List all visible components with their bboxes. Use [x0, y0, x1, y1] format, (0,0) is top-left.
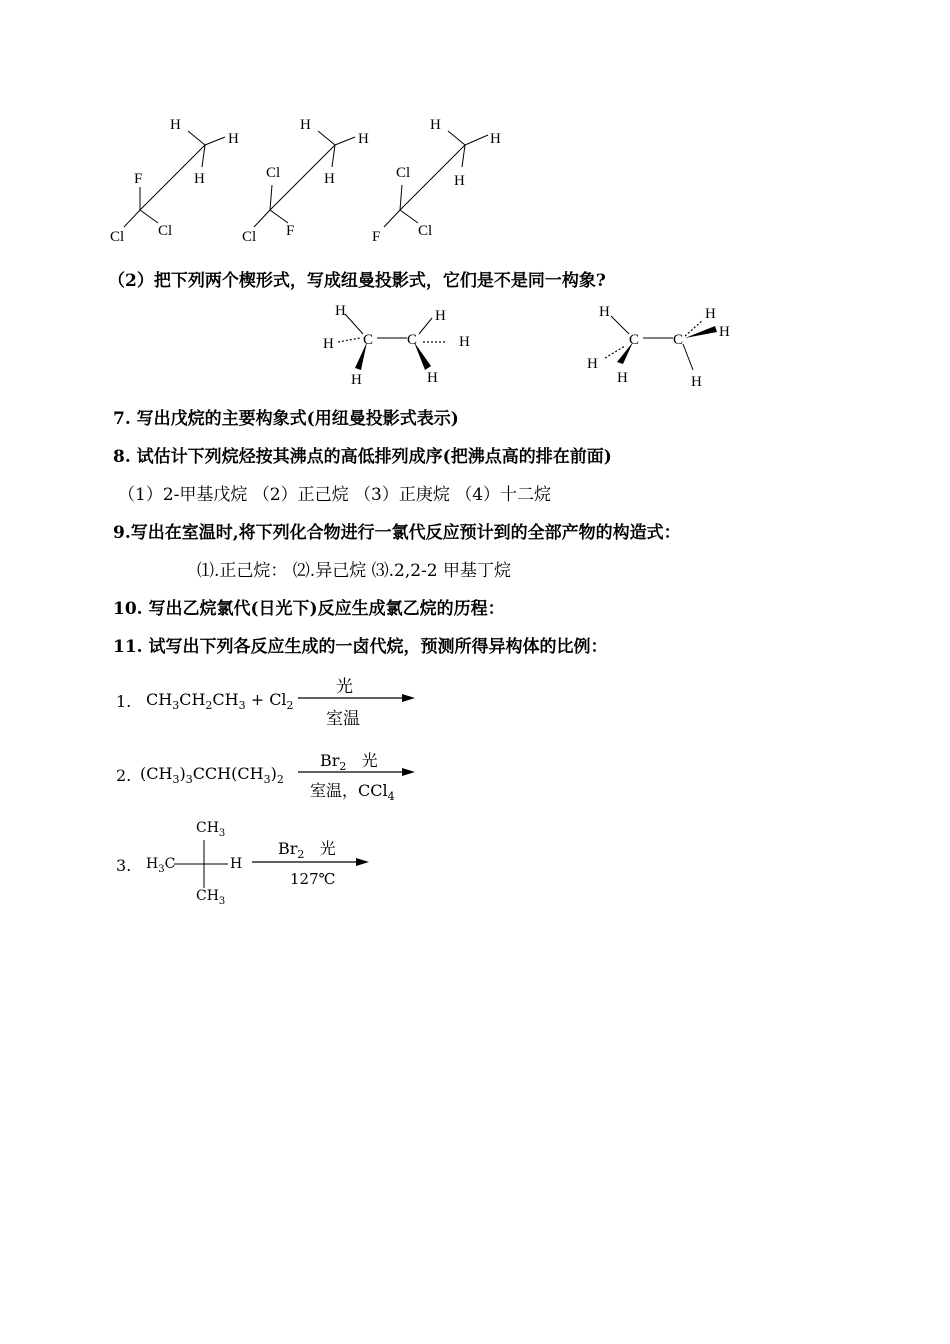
reaction-arrow	[298, 766, 418, 778]
atom-label: H	[170, 117, 181, 133]
reaction-number: 1.	[116, 692, 132, 711]
reaction-condition-above: 光	[336, 677, 353, 697]
reactant: $(CH_3)_3CCH(CH_3)_2$	[140, 764, 284, 787]
atom-label: H	[617, 370, 628, 386]
atom-label: H	[430, 117, 441, 133]
atom-label: H	[323, 336, 334, 352]
atom-label: H	[435, 308, 446, 324]
reactant-bonds	[170, 836, 243, 892]
question-9: 9.写出在室温时,将下列化合物进行一氯代反应预计到的全部产物的构造式：	[113, 523, 681, 543]
question-11: 11. 试写出下列各反应生成的一卤代烷，预测所得异构体的比例：	[113, 637, 608, 657]
sawhorse-structures	[100, 105, 530, 255]
atom-label: H	[335, 303, 346, 319]
atom-label: H	[705, 306, 716, 322]
atom-label: F	[372, 229, 381, 245]
atom-label: H	[459, 334, 470, 350]
atom-label: F	[286, 223, 295, 239]
atom-label: H	[490, 131, 501, 147]
atom-label: Cl	[158, 223, 173, 239]
atom-label: H	[427, 370, 438, 386]
question-8: 8. 试估计下列烷烃按其沸点的高低排列成序(把沸点高的排在前面)	[113, 447, 612, 467]
atom-label: H	[719, 324, 730, 340]
atom-label: C	[673, 332, 684, 348]
atom-label: H	[300, 117, 311, 133]
reaction-condition-below: 室温，CCl$_4$	[310, 781, 395, 804]
reaction-arrow	[252, 856, 372, 868]
reactant-top-group: $CH_3$	[196, 820, 226, 839]
atom-label: H	[454, 173, 465, 189]
reaction-3	[0, 818, 950, 910]
atom-label: Cl	[418, 223, 433, 239]
atom-label: Cl	[396, 165, 411, 181]
atom-label: H	[691, 374, 702, 390]
reactant-right-group: H	[230, 856, 243, 872]
reaction-number: 2.	[116, 766, 132, 785]
reaction-arrow	[298, 692, 418, 704]
atom-label: H	[351, 372, 362, 388]
reaction-number: 3.	[116, 856, 132, 875]
question-8-options: （1）2-甲基戊烷 （2）正己烷 （3）正庚烷 （4）十二烷	[118, 485, 552, 505]
atom-label: C	[629, 332, 640, 348]
atom-label: H	[228, 131, 239, 147]
reaction-2	[0, 748, 950, 808]
atom-label: F	[134, 171, 143, 187]
reactant-bottom-group: $CH_3$	[196, 888, 226, 907]
atom-label: Cl	[242, 229, 257, 245]
atom-label: H	[587, 356, 598, 372]
reactant-left-group: $H_3C$	[146, 856, 176, 875]
question-10: 10. 写出乙烷氯代(日光下)反应生成氯乙烷的历程：	[113, 599, 505, 619]
question-6-2: （2）把下列两个楔形式，写成纽曼投影式，它们是不是同一构象?	[108, 271, 606, 291]
reactant: $CH_3CH_2CH_3 + Cl_2$	[146, 690, 294, 713]
atom-label: H	[194, 171, 205, 187]
reaction-1	[0, 672, 950, 732]
reaction-condition-below: 室温	[326, 709, 360, 729]
reaction-condition-above: $Br_2$ 光	[278, 839, 336, 862]
atom-label: Cl	[110, 229, 125, 245]
atom-label: H	[599, 304, 610, 320]
reaction-condition-below: 127℃	[290, 870, 336, 888]
question-9-items: ⑴.正己烷： ⑵.异己烷 ⑶.2,2-2 甲基丁烷	[197, 561, 512, 581]
atom-label: C	[407, 332, 418, 348]
atom-label: Cl	[266, 165, 281, 181]
wedge-structures	[315, 300, 755, 392]
atom-label: H	[358, 131, 369, 147]
question-7: 7. 写出戊烷的主要构象式(用纽曼投影式表示)	[113, 409, 459, 429]
reaction-condition-above: $Br_2$ 光	[320, 751, 378, 774]
atom-label: C	[363, 332, 374, 348]
atom-label: H	[324, 171, 335, 187]
